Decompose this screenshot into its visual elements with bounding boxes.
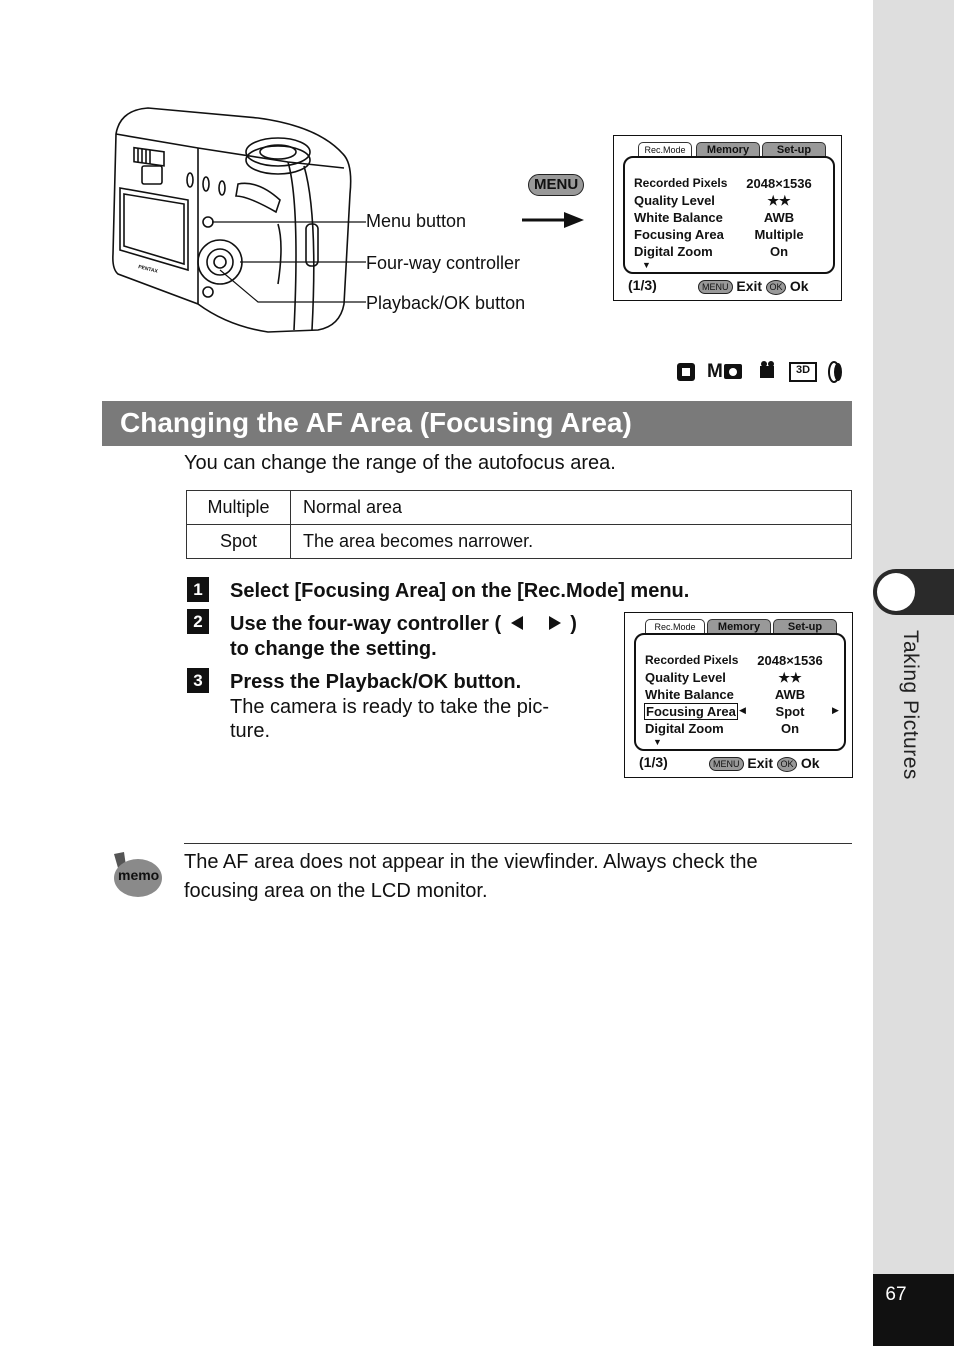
camera-illustration — [108, 104, 370, 336]
menu-button-callout: Menu button — [366, 211, 467, 231]
lcd-ok-label: Ok — [800, 755, 820, 771]
step-1-text: Select [Focusing Area] on the [Rec.Mode] menu. — [230, 580, 690, 602]
page-number: 67 — [885, 1284, 907, 1305]
menu-pill-icon: MENU — [698, 280, 733, 294]
table-cell-option: Spot — [187, 525, 291, 559]
step-number: 2 — [187, 609, 209, 634]
menu-badge-label: MENU — [528, 174, 584, 196]
memo-badge-label: memo — [118, 867, 160, 883]
lcd-row-value: ★★ — [767, 193, 791, 208]
lcd-row-label: White Balance — [645, 687, 734, 702]
lcd-tab-recmode: Rec.Mode — [638, 142, 692, 157]
lcd-footer — [698, 278, 809, 295]
menu-badge — [528, 174, 584, 196]
camera-brand-text: PENTAX — [137, 264, 159, 275]
lcd-ok-label: Ok — [789, 278, 809, 294]
section-title: Changing the AF Area (Focusing Area) — [120, 407, 632, 438]
memo-line: The AF area does not appear in the viewfinder. Always check the — [184, 851, 758, 873]
lcd-row-label: Quality Level — [645, 670, 726, 685]
options-table — [186, 490, 852, 559]
scroll-down-icon: ▼ — [653, 737, 662, 747]
left-right-arrows-icon — [507, 615, 565, 631]
chapter-tab — [873, 569, 954, 615]
right-arrow-icon: ▶ — [832, 705, 839, 715]
lcd-page-indicator: (1/3) — [639, 754, 668, 770]
intro-text: You can change the range of the autofocus area. — [184, 452, 616, 474]
ok-pill-icon: OK — [777, 757, 797, 772]
memo-text — [184, 848, 854, 906]
step-number: 1 — [187, 577, 209, 602]
lcd-row-value: Spot — [775, 704, 805, 719]
scroll-down-icon: ▼ — [642, 260, 651, 270]
lcd-row-label: Recorded Pixels — [634, 176, 728, 190]
lcd-row-label: Digital Zoom — [645, 721, 724, 736]
lcd-row-label-selected: Focusing Area — [646, 704, 736, 719]
menu-pill-icon: MENU — [709, 757, 744, 771]
lcd-footer — [709, 755, 820, 772]
lcd-row-value: On — [769, 244, 789, 259]
step-3-text: Press the Playback/OK button. — [230, 671, 522, 693]
arrow-right-icon — [520, 208, 586, 232]
step-3-detail: The camera is ready to take the pic- — [230, 696, 550, 718]
lcd-tab-setup: Set-up — [773, 619, 837, 634]
lcd-screen-top — [613, 135, 842, 301]
four-way-controller-callout: Four-way controller — [366, 253, 521, 273]
lcd-row-value: Multiple — [754, 227, 804, 242]
lcd-page-indicator: (1/3) — [628, 277, 657, 293]
step-3-detail-line2: ture. — [230, 720, 271, 742]
lcd-screen-bottom — [624, 612, 853, 778]
lcd-row-label: White Balance — [634, 210, 723, 225]
table-cell-description: Normal area — [291, 491, 852, 525]
memo-icon — [106, 850, 164, 900]
manual-mode-label: M — [707, 361, 723, 382]
table-row — [187, 491, 852, 525]
lcd-exit-label: Exit — [736, 278, 763, 294]
movie-mode-icon — [760, 366, 774, 378]
left-arrow-icon: ◀ — [739, 705, 746, 715]
lcd-row-value: ★★ — [778, 670, 802, 685]
lcd-tab-memory: Memory — [696, 142, 760, 157]
step-2-text-b: ) — [570, 613, 577, 635]
mode-icons — [676, 360, 846, 384]
step-2-text-a: Use the four-way controller ( — [230, 613, 502, 635]
lcd-tab-recmode: Rec.Mode — [645, 619, 705, 634]
lcd-exit-label: Exit — [747, 755, 774, 771]
lcd-row-value: On — [780, 721, 800, 736]
3d-mode-label: 3D — [795, 364, 811, 376]
playback-ok-callout: Playback/OK button — [366, 293, 526, 313]
lcd-row-value: 2048×1536 — [757, 653, 823, 668]
chapter-title: Taking Pictures — [899, 630, 922, 780]
lcd-row-label: Quality Level — [634, 193, 715, 208]
lcd-row-label: Digital Zoom — [634, 244, 713, 259]
step-2-text-line2: to change the setting. — [230, 638, 437, 660]
lcd-tab-memory: Memory — [707, 619, 771, 634]
memo-line: focusing area on the LCD monitor. — [184, 880, 488, 902]
step-2-text — [230, 612, 577, 637]
lcd-row-label: Recorded Pixels — [645, 653, 739, 667]
lcd-row-value: 2048×1536 — [746, 176, 812, 191]
lcd-row-label: Focusing Area — [634, 227, 724, 242]
table-cell-option: Multiple — [187, 491, 291, 525]
ok-pill-icon: OK — [766, 280, 786, 295]
table-cell-description: The area becomes narrower. — [291, 525, 852, 559]
step-number: 3 — [187, 668, 209, 693]
table-row — [187, 525, 852, 559]
lcd-tab-setup: Set-up — [762, 142, 826, 157]
memo-divider — [184, 843, 852, 844]
lcd-row-value: AWB — [774, 687, 806, 702]
lcd-row-value: AWB — [763, 210, 795, 225]
